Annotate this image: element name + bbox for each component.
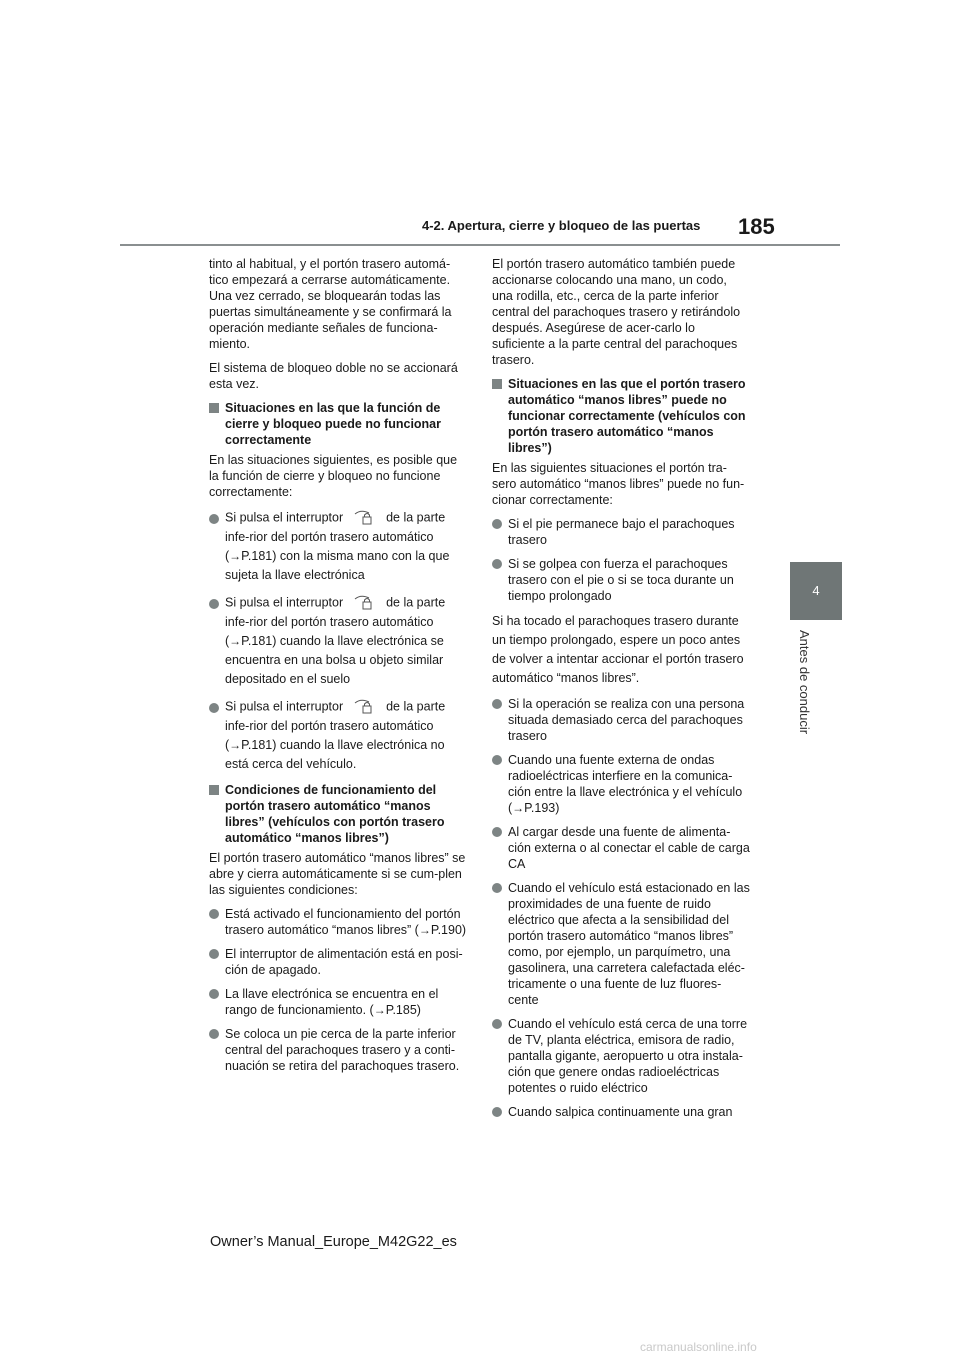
- left-column: [209, 256, 467, 1082]
- bullet-item: Cuando el vehículo está estacionado en las proximidades de una fuente de ruido eléctrico que afecta a la sensibilidad del portón trasero automático “manos libres” como, por ejemplo, un parquímetro, una gasolinera, una carretera calefactada eléc-tricamente o una fuente de luz fluores-cente: [492, 880, 750, 1008]
- footer-text: Owner’s Manual_Europe_M42G22_es: [210, 1234, 457, 1250]
- paragraph: En las situaciones siguientes, es posible que la función de cierre y bloqueo no funcione correctamente:: [209, 453, 458, 499]
- paragraph: Si ha tocado el parachoques trasero durante un tiempo prolongado, espere un poco antes de volver a intentar accionar el portón trasero automático “manos libres”.: [492, 614, 744, 685]
- reference-arrow-icon: →: [229, 549, 242, 563]
- reference-arrow-icon: →: [229, 634, 242, 648]
- section-title: 4-2. Apertura, cierre y bloqueo de las puertas: [422, 218, 701, 233]
- reference-arrow-icon: →: [229, 738, 242, 752]
- tailgate-lock-switch-icon: [353, 697, 377, 717]
- bullet-item: Cuando una fuente externa de ondas radioeléctricas interfiere en la comunica-ción entre la llave electrónica y el vehículo (→P.193): [492, 752, 750, 816]
- header-divider: [120, 244, 840, 246]
- paragraph: El portón trasero automático también puede accionarse colocando una mano, un codo, una rodilla, etc., cerca de la parte inferior central del parachoques trasero y retirándolo después. Asegúrese de acer-carlo lo suficiente a la parte central del parachoques trasero.: [492, 257, 741, 367]
- reference-arrow-icon: →: [373, 1003, 386, 1017]
- reference-arrow-icon: →: [418, 923, 431, 937]
- bullet-item: Si pulsa el interruptor de la parte infe-rior del portón trasero automático (→P.181) con la misma mano con la que sujeta la llave electrónica: [209, 508, 467, 585]
- bullet-item: Cuando salpica continuamente una gran: [492, 1104, 750, 1120]
- bullet-item: Si pulsa el interruptor de la parte infe-rior del portón trasero automático (→P.181) cuando la llave electrónica se encuentra en una bolsa u objeto similar depositado en el suelo: [209, 593, 467, 689]
- paragraph: En las siguientes situaciones el portón tra-sero automático “manos libres” puede no fun-cionar correctamente:: [492, 461, 745, 507]
- bullet-item: Al cargar desde una fuente de alimenta-ción externa o al conectar el cable de carga CA: [492, 824, 750, 872]
- bullet-item: Si se golpea con fuerza el parachoques trasero con el pie o si se toca durante un tiempo prolongado: [492, 556, 750, 604]
- right-column: [492, 256, 750, 1128]
- paragraph: El sistema de bloqueo doble no se accionará esta vez.: [209, 361, 458, 391]
- chapter-tab: 4: [790, 562, 842, 620]
- bullet-item: Cuando el vehículo está cerca de una torre de TV, planta eléctrica, emisora de radio, pantalla gigante, aeropuerto u otra instala-ción que genere ondas radioeléctricas potentes o ruido eléctrico: [492, 1016, 750, 1096]
- reference-arrow-icon: →: [512, 801, 525, 815]
- chapter-label: Antes de conducir: [797, 630, 812, 735]
- paragraph: El portón trasero automático “manos libres” se abre y cierra automáticamente si se cum-plen las siguientes condiciones:: [209, 851, 466, 897]
- tailgate-lock-switch-icon: [353, 593, 377, 613]
- section-heading: Situaciones en las que el portón trasero automático “manos libres” puede no funcionar correctamente (vehículos con portón trasero automático “manos libres”): [492, 376, 750, 456]
- bullet-item: Se coloca un pie cerca de la parte inferior central del parachoques trasero y a conti-nuación se retira del parachoques trasero.: [209, 1026, 467, 1074]
- tailgate-lock-switch-icon: [353, 508, 377, 528]
- page-number: 185: [738, 214, 775, 239]
- paragraph: tinto al habitual, y el portón trasero automá-tico empezará a cerrarse automáticamente. Una vez cerrado, se bloquearán todas las puertas simultáneamente y se confirmará la operación mediante señales de funciona-miento.: [209, 257, 452, 351]
- bullet-item: Si pulsa el interruptor de la parte infe-rior del portón trasero automático (→P.181) cuando la llave electrónica no está cerca del vehículo.: [209, 697, 467, 774]
- bullet-item: Si el pie permanece bajo el parachoques trasero: [492, 516, 750, 548]
- bullet-item: Está activado el funcionamiento del portón trasero automático “manos libres” (→P.190): [209, 906, 467, 938]
- bullet-item: La llave electrónica se encuentra en el rango de funcionamiento. (→P.185): [209, 986, 467, 1018]
- section-heading: Situaciones en las que la función de cierre y bloqueo puede no funcionar correctamente: [209, 400, 467, 448]
- bullet-item: Si la operación se realiza con una persona situada demasiado cerca del parachoques trasero: [492, 696, 750, 744]
- watermark: carmanualsonline.info: [640, 1340, 757, 1354]
- bullet-item: El interruptor de alimentación está en posi-ción de apagado.: [209, 946, 467, 978]
- section-heading: Condiciones de funcionamiento del portón trasero automático “manos libres” (vehículos con portón trasero automático “manos libres”): [209, 782, 467, 846]
